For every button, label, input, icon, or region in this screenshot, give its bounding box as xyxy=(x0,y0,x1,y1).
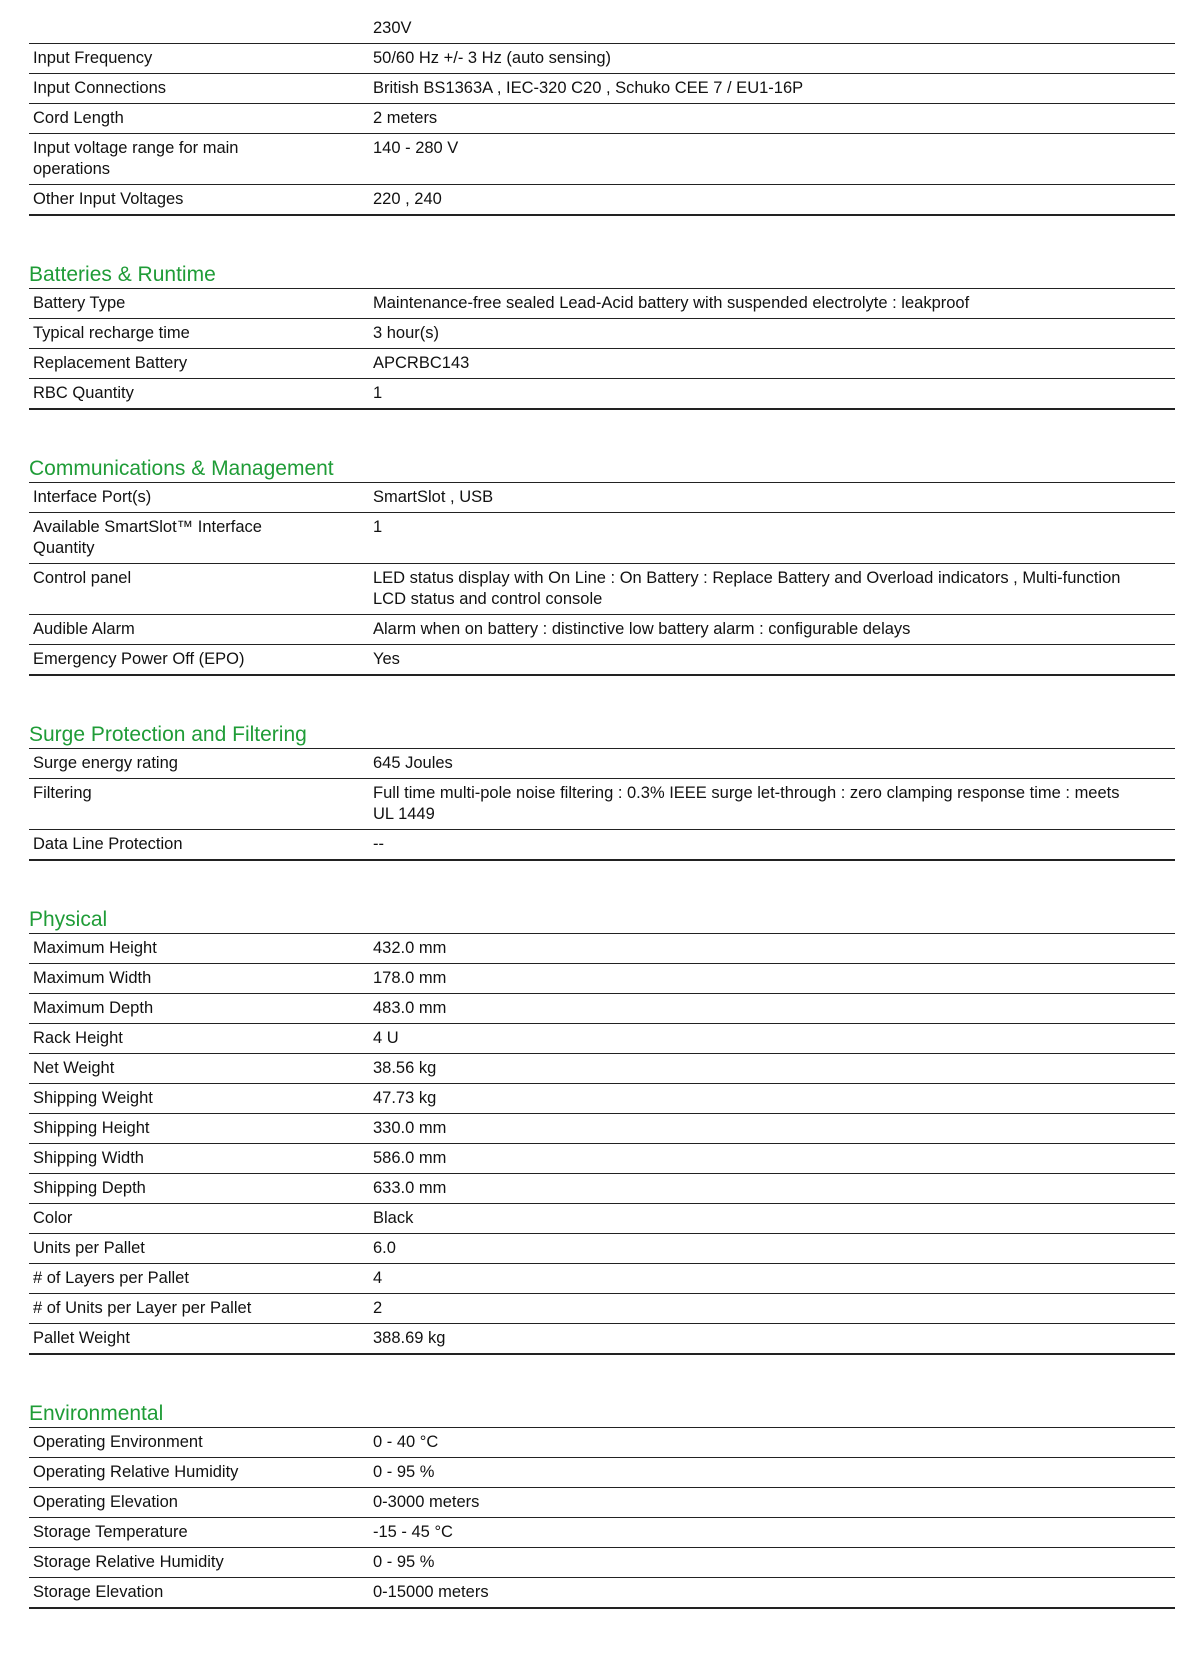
spec-value: 0 - 95 % xyxy=(369,1548,1175,1578)
spec-value: 178.0 mm xyxy=(369,964,1175,994)
table-row xyxy=(29,749,1175,779)
table-row xyxy=(29,14,1175,44)
spec-value: 388.69 kg xyxy=(369,1324,1175,1355)
spec-label: Shipping Depth xyxy=(29,1174,369,1204)
spec-table-physical xyxy=(29,934,1175,1355)
spec-value: 330.0 mm xyxy=(369,1114,1175,1144)
spec-label: Pallet Weight xyxy=(29,1324,369,1355)
table-row xyxy=(29,564,1175,615)
spec-label: Maximum Width xyxy=(29,964,369,994)
table-row xyxy=(29,319,1175,349)
spec-value: 1 xyxy=(369,379,1175,410)
table-row xyxy=(29,1234,1175,1264)
spec-label: Input voltage range for main operations xyxy=(29,134,369,185)
table-row xyxy=(29,1578,1175,1609)
spec-value: 140 - 280 V xyxy=(369,134,1175,185)
spec-label: Available SmartSlot™ Interface Quantity xyxy=(29,513,369,564)
spec-value: LED status display with On Line : On Battery : Replace Battery and Overload indicators , Multi-function LCD status and control console xyxy=(369,564,1175,615)
spec-value: 47.73 kg xyxy=(369,1084,1175,1114)
spec-value: 4 xyxy=(369,1264,1175,1294)
spec-table-batteries xyxy=(29,289,1175,410)
spec-value: 2 xyxy=(369,1294,1175,1324)
table-row xyxy=(29,1548,1175,1578)
table-row xyxy=(29,74,1175,104)
spec-label: Emergency Power Off (EPO) xyxy=(29,645,369,676)
spec-value: 432.0 mm xyxy=(369,934,1175,964)
spec-value: 220 , 240 xyxy=(369,185,1175,216)
spec-value: SmartSlot , USB xyxy=(369,483,1175,513)
spec-value: Alarm when on battery : distinctive low battery alarm : configurable delays xyxy=(369,615,1175,645)
spec-label: Color xyxy=(29,1204,369,1234)
spec-value: -- xyxy=(369,830,1175,861)
table-row xyxy=(29,830,1175,861)
spec-value: 230V xyxy=(369,14,1175,44)
spec-value: 0-3000 meters xyxy=(369,1488,1175,1518)
section-environmental xyxy=(29,1401,1175,1609)
table-row xyxy=(29,1144,1175,1174)
spec-label: Operating Elevation xyxy=(29,1488,369,1518)
spec-label: Surge energy rating xyxy=(29,749,369,779)
spec-value: 38.56 kg xyxy=(369,1054,1175,1084)
spec-label xyxy=(29,14,369,44)
spec-value: 0 - 40 °C xyxy=(369,1428,1175,1458)
spec-label: # of Layers per Pallet xyxy=(29,1264,369,1294)
spec-label: Units per Pallet xyxy=(29,1234,369,1264)
spec-label: Shipping Weight xyxy=(29,1084,369,1114)
spec-label: Operating Environment xyxy=(29,1428,369,1458)
spec-label: Other Input Voltages xyxy=(29,185,369,216)
table-row xyxy=(29,994,1175,1024)
section-title: Communications & Management xyxy=(29,456,1175,483)
table-row xyxy=(29,1458,1175,1488)
table-row xyxy=(29,1084,1175,1114)
spec-label: Interface Port(s) xyxy=(29,483,369,513)
table-row xyxy=(29,615,1175,645)
spec-label: Maximum Height xyxy=(29,934,369,964)
section-batteries-runtime xyxy=(29,262,1175,410)
spec-label: Input Connections xyxy=(29,74,369,104)
section-title: Environmental xyxy=(29,1401,1175,1428)
spec-value: 6.0 xyxy=(369,1234,1175,1264)
spec-value: 3 hour(s) xyxy=(369,319,1175,349)
table-row xyxy=(29,1264,1175,1294)
table-row xyxy=(29,483,1175,513)
spec-value: Yes xyxy=(369,645,1175,676)
spec-label: Typical recharge time xyxy=(29,319,369,349)
spec-value: 0-15000 meters xyxy=(369,1578,1175,1609)
spec-label: Shipping Height xyxy=(29,1114,369,1144)
spec-value: APCRBC143 xyxy=(369,349,1175,379)
spec-value: Maintenance-free sealed Lead-Acid battery with suspended electrolyte : leakproof xyxy=(369,289,1175,319)
table-row xyxy=(29,1054,1175,1084)
spec-value: 633.0 mm xyxy=(369,1174,1175,1204)
table-row xyxy=(29,1174,1175,1204)
spec-label: Maximum Depth xyxy=(29,994,369,1024)
spec-value: Full time multi-pole noise filtering : 0.3% IEEE surge let-through : zero clamping response time : meets UL 1449 xyxy=(369,779,1175,830)
table-row xyxy=(29,349,1175,379)
spec-label: Audible Alarm xyxy=(29,615,369,645)
spec-label: # of Units per Layer per Pallet xyxy=(29,1294,369,1324)
spec-label: Cord Length xyxy=(29,104,369,134)
spec-label: RBC Quantity xyxy=(29,379,369,410)
table-row xyxy=(29,934,1175,964)
table-row xyxy=(29,1204,1175,1234)
section-surge-protection xyxy=(29,722,1175,861)
spec-sheet xyxy=(29,14,1175,1609)
spec-label: Storage Relative Humidity xyxy=(29,1548,369,1578)
spec-value: 483.0 mm xyxy=(369,994,1175,1024)
spec-label: Battery Type xyxy=(29,289,369,319)
spec-label: Input Frequency xyxy=(29,44,369,74)
spec-label: Storage Elevation xyxy=(29,1578,369,1609)
table-row xyxy=(29,104,1175,134)
section-physical xyxy=(29,907,1175,1355)
section-input xyxy=(29,14,1175,216)
spec-label: Data Line Protection xyxy=(29,830,369,861)
table-row xyxy=(29,1324,1175,1355)
spec-label: Net Weight xyxy=(29,1054,369,1084)
spec-label: Operating Relative Humidity xyxy=(29,1458,369,1488)
section-communications-management xyxy=(29,456,1175,676)
table-row xyxy=(29,1428,1175,1458)
table-row xyxy=(29,44,1175,74)
section-title: Batteries & Runtime xyxy=(29,262,1175,289)
table-row xyxy=(29,513,1175,564)
spec-label: Control panel xyxy=(29,564,369,615)
spec-table-communications xyxy=(29,483,1175,676)
spec-label: Storage Temperature xyxy=(29,1518,369,1548)
spec-label: Shipping Width xyxy=(29,1144,369,1174)
spec-value: 50/60 Hz +/- 3 Hz (auto sensing) xyxy=(369,44,1175,74)
spec-value: 586.0 mm xyxy=(369,1144,1175,1174)
table-row xyxy=(29,1518,1175,1548)
spec-value: 645 Joules xyxy=(369,749,1175,779)
spec-value: 0 - 95 % xyxy=(369,1458,1175,1488)
spec-value: 4 U xyxy=(369,1024,1175,1054)
spec-value: British BS1363A , IEC-320 C20 , Schuko CEE 7 / EU1-16P xyxy=(369,74,1175,104)
table-row xyxy=(29,134,1175,185)
spec-value: -15 - 45 °C xyxy=(369,1518,1175,1548)
spec-value: 1 xyxy=(369,513,1175,564)
table-row xyxy=(29,1488,1175,1518)
spec-label: Rack Height xyxy=(29,1024,369,1054)
table-row xyxy=(29,185,1175,216)
spec-table-input xyxy=(29,14,1175,216)
spec-value: Black xyxy=(369,1204,1175,1234)
table-row xyxy=(29,379,1175,410)
spec-value: 2 meters xyxy=(369,104,1175,134)
spec-label: Replacement Battery xyxy=(29,349,369,379)
table-row xyxy=(29,964,1175,994)
table-row xyxy=(29,1294,1175,1324)
table-row xyxy=(29,645,1175,676)
table-row xyxy=(29,289,1175,319)
spec-table-surge xyxy=(29,749,1175,861)
section-title: Physical xyxy=(29,907,1175,934)
table-row xyxy=(29,1024,1175,1054)
table-row xyxy=(29,1114,1175,1144)
spec-table-environmental xyxy=(29,1428,1175,1609)
section-title: Surge Protection and Filtering xyxy=(29,722,1175,749)
table-row xyxy=(29,779,1175,830)
spec-label: Filtering xyxy=(29,779,369,830)
